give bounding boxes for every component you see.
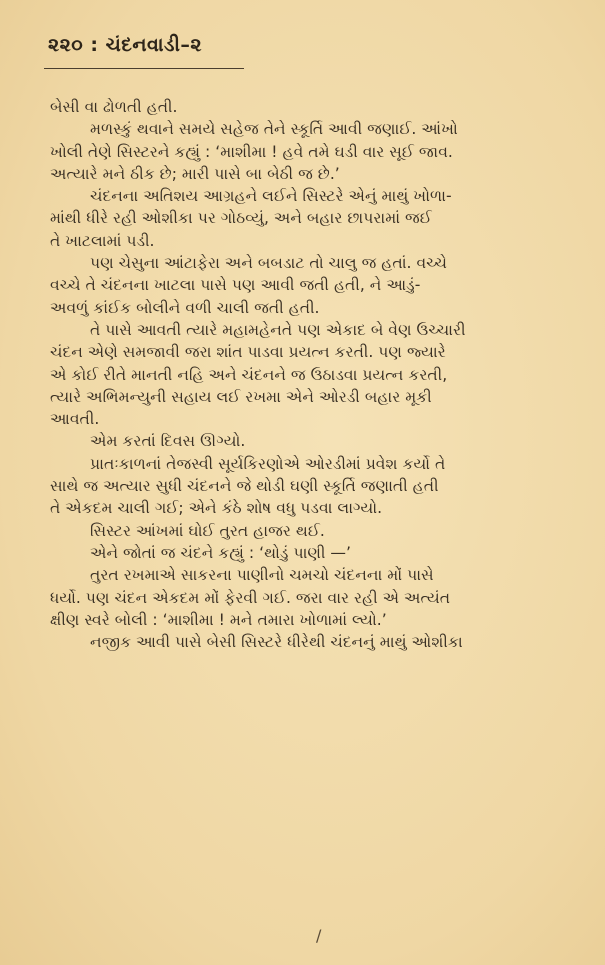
text-line: નજીક આવી પાસે બેસી સિસ્ટરે ધીરેથી ચંદનનું માથું ઓશીકા: [90, 633, 463, 652]
header-rule: [44, 68, 244, 69]
text-line: તે ખાટલામાં પડી.: [50, 231, 155, 250]
text-line: આવતી.: [50, 410, 100, 429]
text-line: ચંદનના અતિશય આગ્રહને લઈને સિસ્ટરે એનું માથું ખોળા-: [90, 187, 452, 206]
text-line: બેસી વા ઢોળતી હતી.: [50, 98, 178, 116]
text-line: વચ્ચે તે ચંદનના ખાટલા પાસે પણ આવી જતી હતી, ને આડું-: [50, 276, 421, 295]
text-line: મળસ્કું થવાને સમયે સહેજ તેને સ્કૂર્તિ આવી જણાઈ. આંખો: [90, 120, 458, 139]
text-line: સિસ્ટર આંખમાં ઘોઈ તુરત હાજર થઈ.: [90, 521, 325, 540]
text-line: એ કોઈ રીતે માનતી નહિ અને ચંદનને જ ઉઠાડવા પ્રયત્ન કરતી,: [50, 365, 448, 384]
text-line: ધર્યો. પણ ચંદન એકદમ મોં ફેરવી ગઈ. જરા વાર રહી એ અત્યંત: [50, 588, 451, 607]
text-line: ખોલી તેણે સિસ્ટરને કહ્યું : ‘માશીમા ! હવે તમે ઘડી વાર સૂઈ જાવ.: [50, 142, 453, 161]
text-line: ત્યારે અભિમન્યુની સહાય લઈ રખમા એને ઓરડી બહાર મૂકી: [50, 387, 432, 406]
text-line: પણ ચેસુના આંટાફેરા અને બબડાટ તો ચાલુ જ હતાં. વચ્ચે: [90, 254, 448, 273]
text-line: એમ કરતાં દિવસ ઊગ્યો.: [90, 432, 246, 451]
text-line: ક્ષીણ સ્વરે બોલી : ‘માશીમા ! મને તમારા ખોળામાં લ્યો.’: [50, 610, 387, 629]
text-line: તે એકદમ ચાલી ગઈ; એને કંઠે શોષ વધુ પડવા લાગ્યો.: [50, 499, 383, 518]
text-line: તુરત રખમાએ સાકરના પાણીનો ચમચો ચંદનના મોં પાસે: [90, 566, 434, 585]
text-line: અત્યારે મને ઠીક છે; મારી પાસે બા બેઠી જ છે.’: [50, 164, 340, 183]
text-line: ચંદન એણે સમજાવી જરા શાંત પાડવા પ્રયત્ન કરતી. પણ જ્યારે: [50, 343, 446, 362]
text-line: માંથી ધીરે રહી ઓશીકા પર ગોઠવ્યું, અને બહાર છાપરામાં જઈ: [50, 209, 432, 228]
running-header: ૨૨૦ : ચંદનવાડી–૨: [48, 34, 203, 56]
text-line: સાથે જ અત્યાર સુધી ચંદનને જે થોડી ઘણી સ્કૂર્તિ જણાતી હતી: [50, 477, 439, 496]
text-line: અવળું કાંઈક બોલીને વળી ચાલી જતી હતી.: [50, 298, 320, 317]
text-line: તે પાસે આવતી ત્યારે મહામહેનતે પણ એકાદ બે વેણ ઉચ્ચારી: [90, 320, 466, 339]
text-line: પ્રાતઃકાળનાં તેજસ્વી સૂર્યકિરણોએ ઓરડીમાં પ્રવેશ કર્યો તે: [90, 454, 446, 473]
text-line: એને જોતાં જ ચંદને કહ્યું : ‘થોડું પાણી —’: [90, 543, 351, 562]
body-text: [50, 96, 570, 653]
page-mark: /: [316, 926, 322, 945]
